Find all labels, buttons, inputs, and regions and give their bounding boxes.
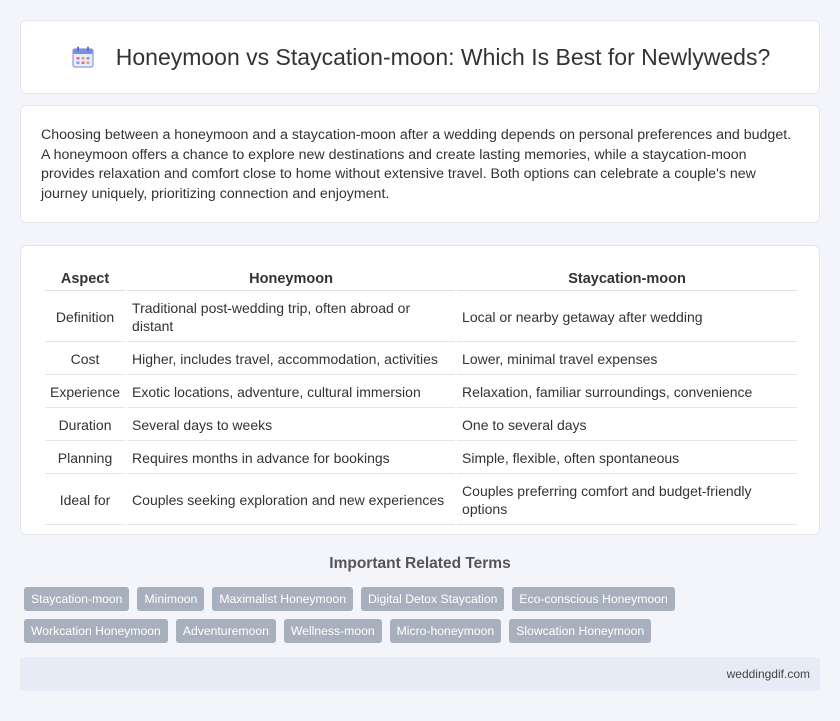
footer-site-link[interactable]: weddingdif.com <box>726 667 810 681</box>
calendar-icon <box>70 44 96 70</box>
column-header-aspect: Aspect <box>45 268 125 291</box>
footer <box>20 657 820 691</box>
tag-wellness-moon[interactable]: Wellness-moon <box>284 619 382 643</box>
comparison-card <box>20 245 820 535</box>
row-honeymoon: Requires months in advance for bookings <box>127 443 455 474</box>
row-aspect: Duration <box>45 410 125 441</box>
tag-staycation-moon[interactable]: Staycation-moon <box>24 587 129 611</box>
intro-card <box>20 105 820 223</box>
row-staycation: Lower, minimal travel expenses <box>457 344 797 375</box>
row-staycation: Couples preferring comfort and budget-friendly options <box>457 476 797 525</box>
row-staycation: One to several days <box>457 410 797 441</box>
tag-eco-conscious-honeymoon[interactable]: Eco-conscious Honeymoon <box>512 587 674 611</box>
tag-row <box>24 619 824 643</box>
table-header-row <box>45 268 797 291</box>
tag-row <box>24 587 824 611</box>
tag-minimoon[interactable]: Minimoon <box>137 587 204 611</box>
table-row <box>45 443 797 474</box>
row-honeymoon: Higher, includes travel, accommodation, activities <box>127 344 455 375</box>
tag-slowcation-honeymoon[interactable]: Slowcation Honeymoon <box>509 619 651 643</box>
row-staycation: Relaxation, familiar surroundings, convenience <box>457 377 797 408</box>
tag-digital-detox-staycation[interactable]: Digital Detox Staycation <box>361 587 504 611</box>
row-honeymoon: Couples seeking exploration and new experiences <box>127 476 455 525</box>
table-row <box>45 344 797 375</box>
title-card <box>20 20 820 94</box>
page-title: Honeymoon vs Staycation-moon: Which Is Best for Newlyweds? <box>115 43 771 70</box>
tag-maximalist-honeymoon[interactable]: Maximalist Honeymoon <box>212 587 353 611</box>
column-header-staycation: Staycation-moon <box>457 268 797 291</box>
table-row <box>45 293 797 342</box>
row-aspect: Experience <box>45 377 125 408</box>
row-aspect: Cost <box>45 344 125 375</box>
column-header-honeymoon: Honeymoon <box>127 268 455 291</box>
table-row <box>45 410 797 441</box>
intro-paragraph: Choosing between a honeymoon and a staycation-moon after a wedding depends on personal preferences and budget. A honeymoon offers a chance to explore new destinations and create lasting memories, while a staycation-moon provides relaxation and comfort close to home without extensive travel. Both options can celebrate a couple's new journey uniquely, prioritizing connection and enjoyment. <box>41 127 792 202</box>
tag-workcation-honeymoon[interactable]: Workcation Honeymoon <box>24 619 168 643</box>
row-honeymoon: Exotic locations, adventure, cultural immersion <box>127 377 455 408</box>
row-aspect: Definition <box>45 293 125 342</box>
table-row <box>45 377 797 408</box>
row-aspect: Ideal for <box>45 476 125 525</box>
related-terms-heading: Important Related Terms <box>329 555 511 572</box>
row-staycation: Simple, flexible, often spontaneous <box>457 443 797 474</box>
row-honeymoon: Several days to weeks <box>127 410 455 441</box>
related-terms-tags <box>24 587 824 651</box>
row-honeymoon: Traditional post-wedding trip, often abroad or distant <box>127 293 455 342</box>
table-row <box>45 476 797 525</box>
tag-adventuremoon[interactable]: Adventuremoon <box>176 619 276 643</box>
row-staycation: Local or nearby getaway after wedding <box>457 293 797 342</box>
row-aspect: Planning <box>45 443 125 474</box>
tag-micro-honeymoon[interactable]: Micro-honeymoon <box>390 619 502 643</box>
comparison-table <box>43 266 799 527</box>
